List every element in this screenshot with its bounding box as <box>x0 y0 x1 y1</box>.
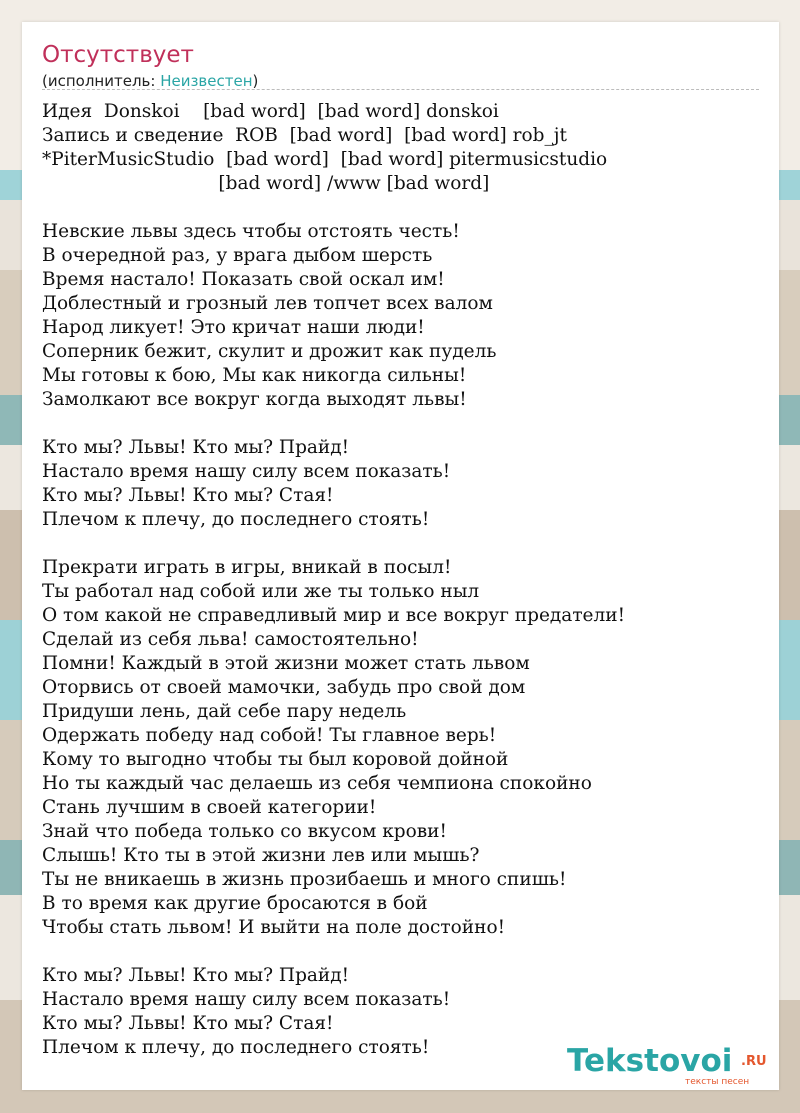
lyric-line: Чтобы стать львом! И выйти на поле достойно! <box>42 917 506 938</box>
lyric-line: Ты работал над собой или же ты только ныл <box>42 581 480 602</box>
artist-line <box>42 71 258 91</box>
song-title: Отсутствует <box>42 42 194 68</box>
lyric-line: Время настало! Показать свой оскал им! <box>42 269 445 290</box>
lyric-line: Придуши лень, дай себе пару недель <box>42 701 407 722</box>
lyric-line: Плечом к плечу, до последнего стоять! <box>42 509 430 530</box>
lyric-line: В очередной раз, у врага дыбом шерсть <box>42 245 433 266</box>
lyric-line: Запись и сведение ROB [bad word] [bad word] rob_jt <box>42 125 567 146</box>
lyric-line: Сделай из себя льва! самостоятельно! <box>42 629 419 650</box>
lyric-line: О том какой не справедливый мир и все вокруг предатели! <box>42 605 626 626</box>
lyric-line <box>42 532 762 556</box>
lyric-line: Знай что победа только со вкусом крови! <box>42 821 447 842</box>
logo-wordmark: Tekstovoi <box>567 1043 733 1079</box>
lyric-line: Соперник бежит, скулит и дрожит как пудель <box>42 341 497 362</box>
lyric-line: Кто мы? Львы! Кто мы? Стая! <box>42 1013 334 1034</box>
lyric-line: Невские львы здесь чтобы отстоять честь! <box>42 221 460 242</box>
lyric-line: Одержать победу над собой! Ты главное верь! <box>42 725 497 746</box>
lyric-line: Стань лучшим в своей категории! <box>42 797 377 818</box>
lyric-line: Кому то выгодно чтобы ты был коровой дойной <box>42 749 509 770</box>
lyric-line: Мы готовы к бою, Мы как никогда сильны! <box>42 365 467 386</box>
lyric-line: Помни! Каждый в этой жизни может стать львом <box>42 653 530 674</box>
title-divider <box>42 89 759 90</box>
lyric-line: Настало время нашу силу всем показать! <box>42 461 451 482</box>
lyric-line <box>42 412 762 436</box>
artist-link[interactable]: Неизвестен <box>160 72 253 90</box>
lyric-line: Кто мы? Львы! Кто мы? Стая! <box>42 485 334 506</box>
lyric-line: В то время как другие бросаются в бой <box>42 893 428 914</box>
lyric-line: Прекрати играть в игры, вникай в посыл! <box>42 557 452 578</box>
logo-tagline: тексты песен <box>685 1077 750 1087</box>
lyric-line <box>42 196 762 220</box>
lyric-line: Но ты каждый час делаешь из себя чемпиона спокойно <box>42 773 592 794</box>
lyric-line: Замолкают все вокруг когда выходят львы! <box>42 389 467 410</box>
lyrics-text <box>42 100 762 1060</box>
lyric-line: Настало время нашу силу всем показать! <box>42 989 451 1010</box>
lyric-line: Ты не вникаешь в жизнь прозибаешь и много спишь! <box>42 869 567 890</box>
lyric-line: Плечом к плечу, до последнего стоять! <box>42 1037 430 1058</box>
lyric-line <box>42 940 762 964</box>
lyric-line: Кто мы? Львы! Кто мы? Прайд! <box>42 965 350 986</box>
lyric-line: [bad word] /www [bad word] <box>42 173 490 194</box>
site-logo[interactable] <box>567 1042 777 1092</box>
artist-prefix: (исполнитель: <box>42 72 161 90</box>
lyric-line: Оторвись от своей мамочки, забудь про свой дом <box>42 677 526 698</box>
lyric-line: Кто мы? Львы! Кто мы? Прайд! <box>42 437 350 458</box>
lyrics-card <box>22 22 779 1090</box>
artist-suffix: ) <box>252 72 259 90</box>
lyric-line: Народ ликует! Это кричат наши люди! <box>42 317 425 338</box>
lyric-line: Доблестный и грозный лев топчет всех валом <box>42 293 493 314</box>
lyric-line: *PiterMusicStudio [bad word] [bad word] pitermusicstudio <box>42 149 608 170</box>
logo-tld: .RU <box>741 1054 767 1069</box>
lyric-line: Слышь! Кто ты в этой жизни лев или мышь? <box>42 845 480 866</box>
lyric-line: Идея Donskoi [bad word] [bad word] donskoi <box>42 101 499 122</box>
